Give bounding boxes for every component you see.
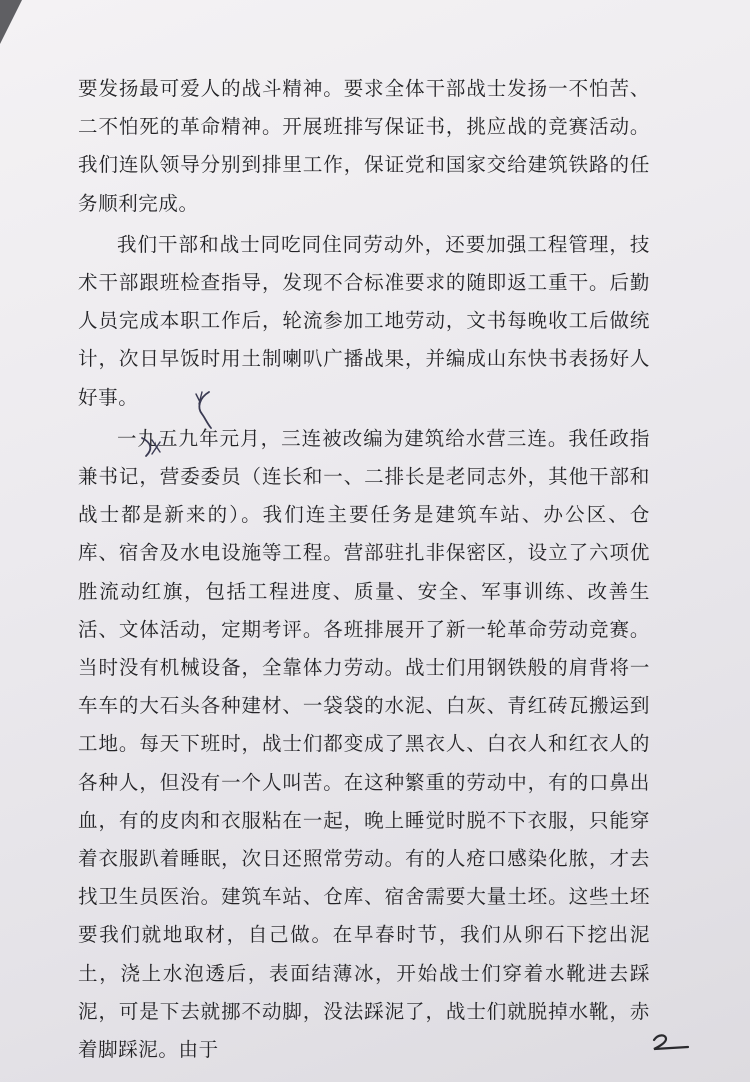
handwritten-page-number-mark [650, 1032, 694, 1052]
page-corner-shadow [0, 0, 22, 44]
document-body [78, 70, 650, 1072]
page-number [650, 1032, 694, 1052]
handwritten-bracket-close-mark [140, 434, 164, 460]
paragraph-2: 我们干部和战士同吃同住同劳动外，还要加强工程管理，技术干部跟班检查指导，发现不合标准要求的随即返工重干。后勤人员完成本职工作后，轮流参加工地劳动，文书每晚收工后做统计，次日早饭时用土制喇叭广播战果，并编成山东快书表扬好人好事。 [78, 232, 650, 409]
handwritten-bracket-mark [193, 390, 215, 430]
paragraph-3: 一九五九年元月，三连被改编为建筑给水营三连。我任政指兼书记，营委委员（连长和一、二排长是老同志外，其他干部和战士都是新来的）。我们连主要任务是建筑车站、办公区、仓库、宿舍及水电设施等工程。营部驻扎非保密区，设立了六项优胜流动红旗，包括工程进度、质量、安全、军事训练、改善生活、文体活动，定期考评。各班排展开了新一轮革命劳动竞赛。当时没有机械设备，全靠体力劳动。战士们用钢铁般的肩背将一车车的大石头各种建材、一袋袋的水泥、白灰、青红砖瓦搬运到工地。每天下班时，战士们都变成了黑衣人、白衣人和红衣人的各种人，但没有一个人叫苦。在这种繁重的劳动中，有的口鼻出血，有的皮肉和衣服粘在一起，晚上睡觉时脱不下衣服，只能穿着衣服趴着睡眠，次日还照常劳动。有的人疮口感染化脓，才去找卫生员医治。建筑车站、仓库、宿舍需要大量土坯。这些土坯要我们就地取材，自己做。在早春时节，我们从卵石下挖出泥土，浇上水泡透后，表面结薄冰，开始战士们穿着水靴进去踩泥，可是下去就挪不动脚，没法踩泥了，战士们就脱掉水靴，赤着脚踩泥。由于 [78, 426, 650, 1062]
paragraph-1: 要发扬最可爱人的战斗精神。要求全体干部战士发扬一不怕苦、二不怕死的革命精神。开展班排写保证书，挑应战的竞赛活动。我们连队领导分别到排里工作，保证党和国家交给建筑铁路的任务顺利完成。 [78, 77, 650, 215]
